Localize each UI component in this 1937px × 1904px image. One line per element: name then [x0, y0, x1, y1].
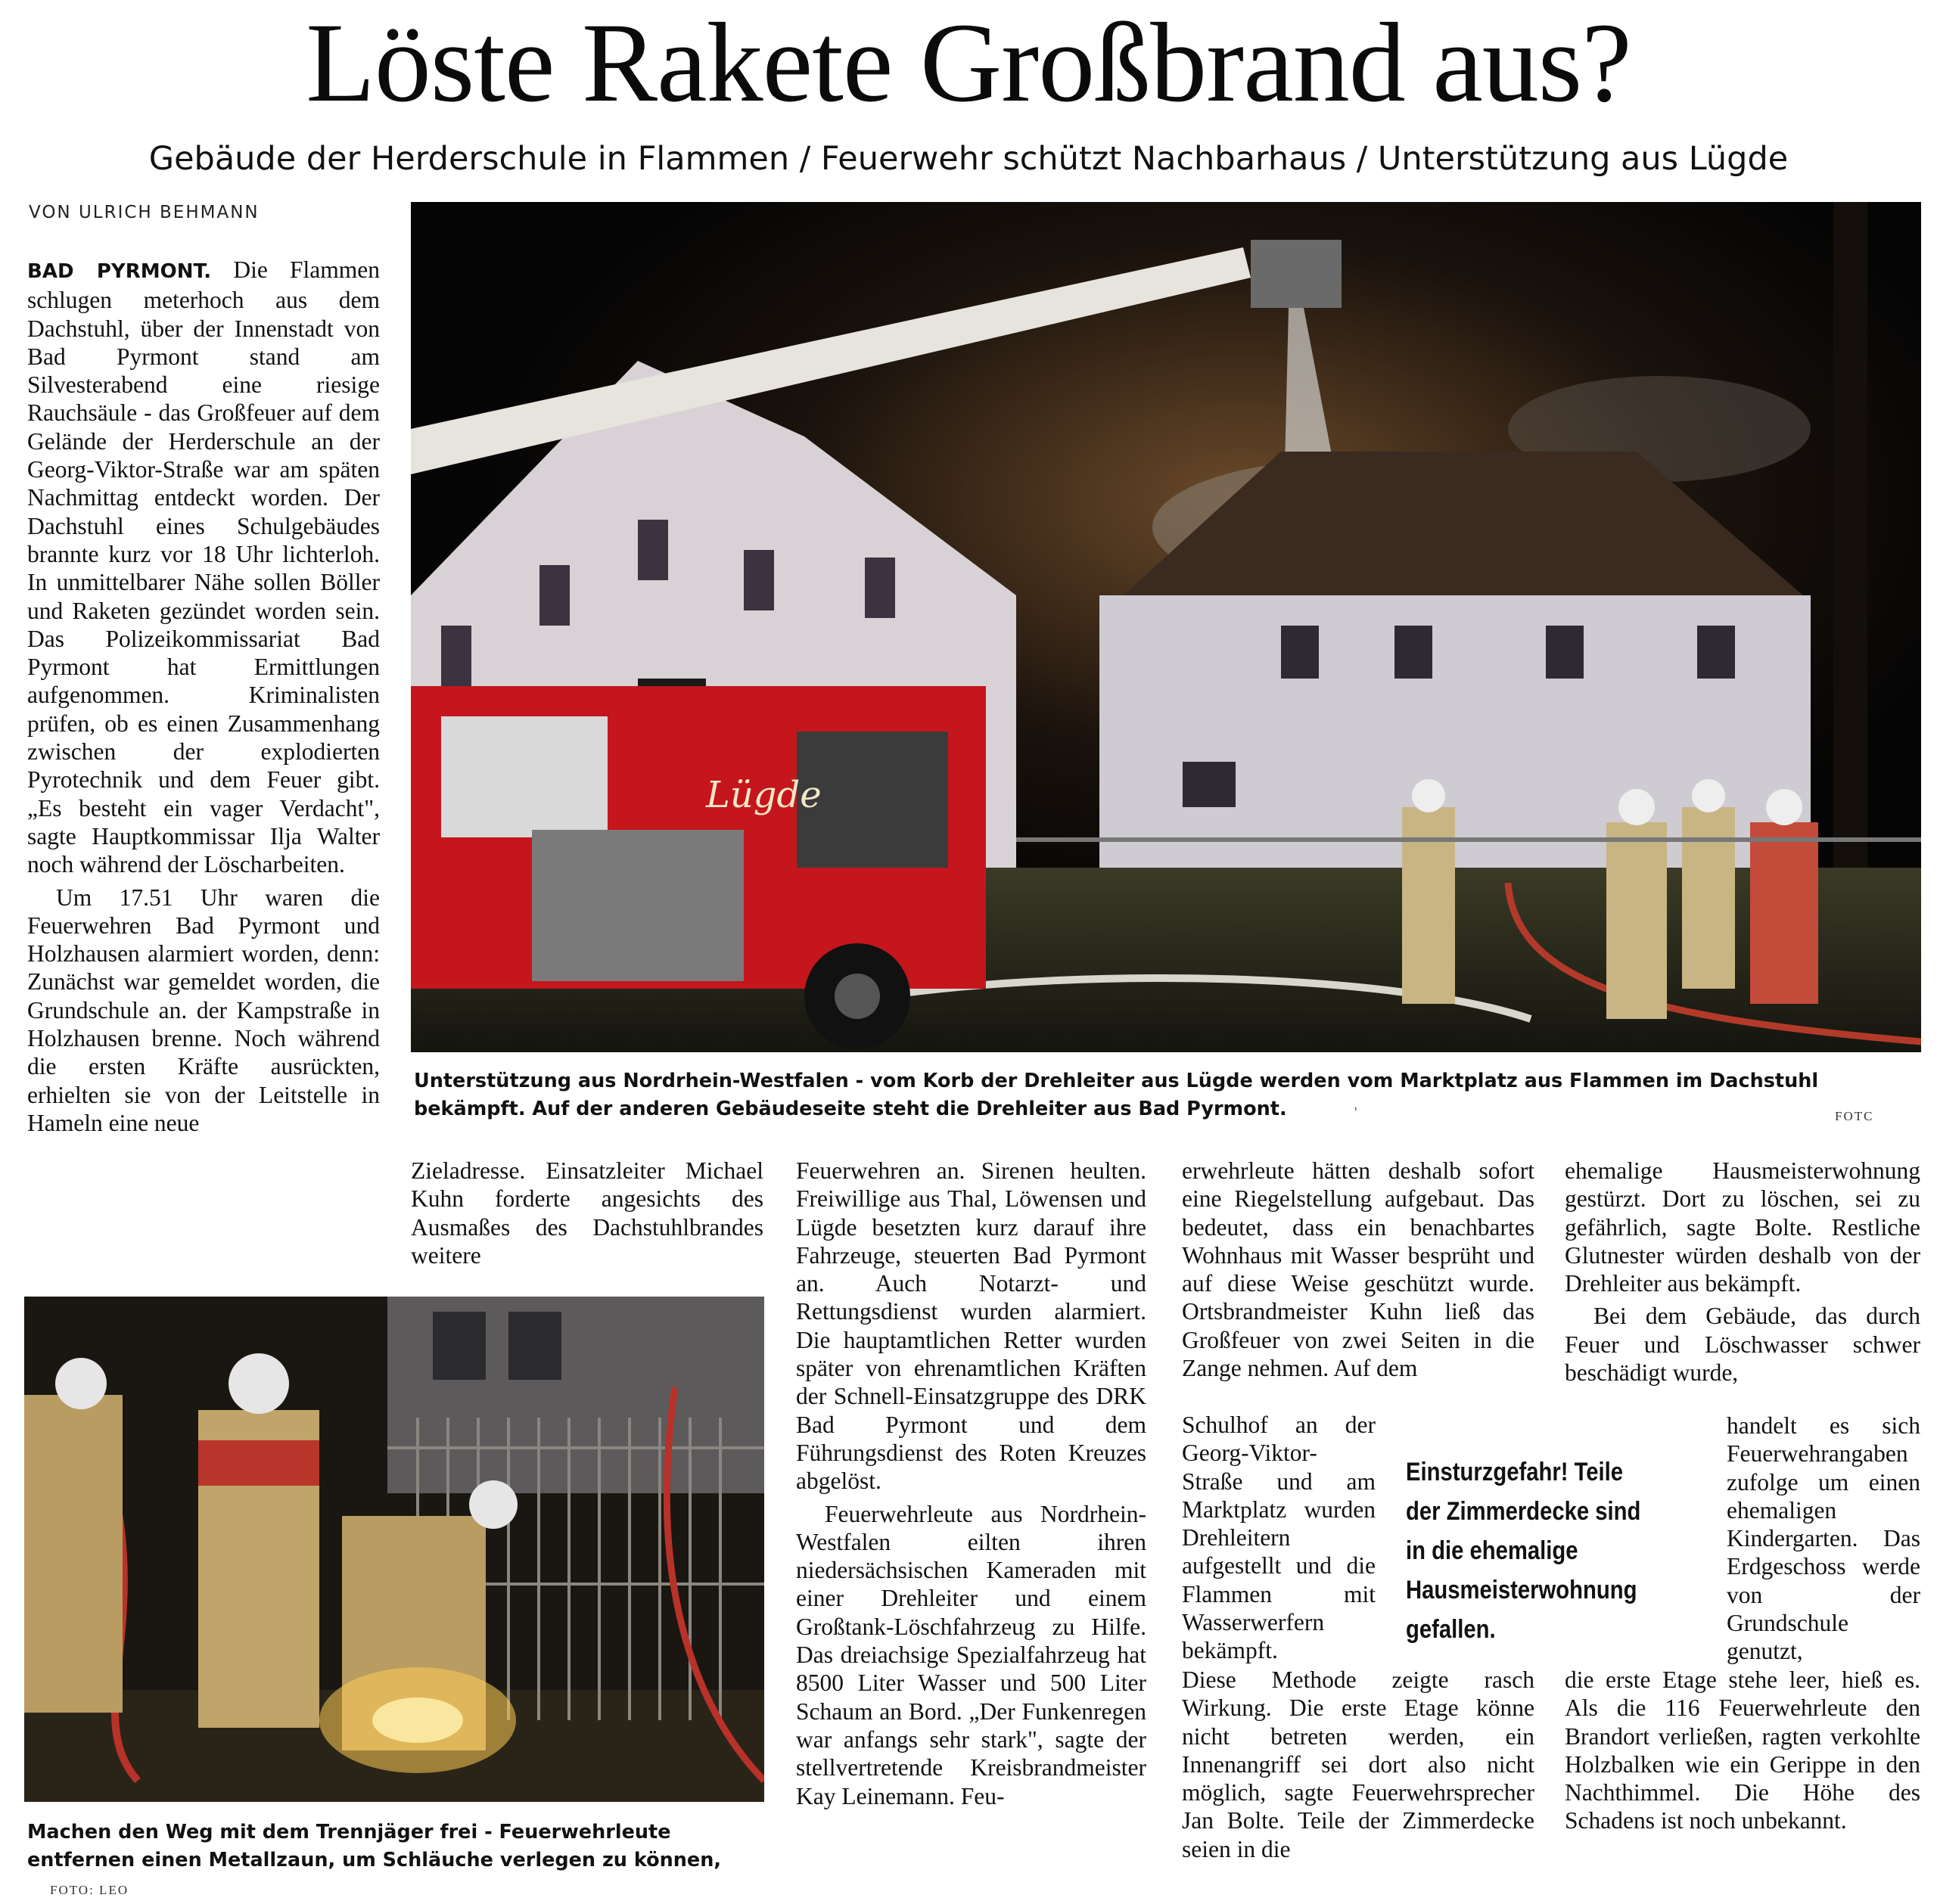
column-2 — [411, 1157, 763, 1269]
pull-quote: Einsturzgefahr! Teile der Zimmerdecke sind in die ehemalige Hausmeisterwohnung gefallen. — [1406, 1458, 1641, 1644]
dateline: BAD PYRMONT. — [27, 260, 212, 283]
paragraph — [27, 256, 380, 879]
paragraph: Feuerwehren an. Sirenen heulten. Freiwillige aus Thal, Löwensen und Lügde besetzten kurz darauf ihre Fahrzeuge, steuerten Bad Pyrmont an. Auch Notarzt- und Rettungsdienst wurden alarmiert. Die hauptamtlichen Retter wurden später von ehrenamtlichen Kräften der Schnell-Einsatzgruppe des DRK Bad Pyrmont und dem Führungsdienst des Roten Kreuzes abgelöst. — [796, 1157, 1146, 1495]
headline: Löste Rakete Großbrand aus? — [306, 0, 1631, 126]
paragraph: Schulhof an der Georg-Viktor-Straße und am Marktplatz wurden Drehleitern aufgestellt und die Flammen mit Wasserwerfern bekämpft. — [1182, 1412, 1376, 1664]
paragraph: Zieladresse. Einsatzleiter Michael Kuhn forderte angesichts des Ausmaßes des Dachstuhlbrandes weitere — [411, 1157, 763, 1269]
subheadline: Gebäude der Herderschule in Flammen / Feuerwehr schützt Nachbarhaus / Unterstützung aus Lügde — [148, 140, 1789, 178]
column-4 — [1182, 1157, 1534, 1382]
second-photo-credit: FOTO: LEO — [50, 1883, 129, 1897]
column-5 — [1565, 1157, 1920, 1387]
paragraph: Diese Methode zeigte rasch Wirkung. Die erste Etage könne nicht betreten werden, ein Innenangriff sei dort also nicht möglich, sagte Feuerwehrsprecher Jan Bolte. Teile der Zimmerdecke seien in die — [1182, 1666, 1534, 1862]
paragraph: handelt es sich Feuerwehrangaben zufolge um einen ehemaligen Kindergarten. Das Erdgeschoss werde von der Grundschule genutzt, — [1727, 1412, 1920, 1665]
column-1 — [27, 256, 380, 1137]
second-photo-caption — [27, 1819, 765, 1904]
column-3 — [796, 1157, 1146, 1810]
truck-label: Lügde — [706, 774, 822, 816]
paragraph: erwehrleute hätten deshalb sofort eine Riegelstellung aufgebaut. Das bedeutet, dass ein benachbartes Wohnhaus mit Wasser besprüht und auf diese Weise geschützt wurde. Ortsbrandmeister Kuhn ließ das Großfeuer von zwei Seiten in die Zange nehmen. Auf dem — [1182, 1157, 1534, 1382]
byline: VON ULRICH BEHMANN — [29, 203, 260, 222]
second-photo-caption-text: Machen den Weg mit dem Trennjäger frei - Feuerwehrleute entfernen einen Metallzaun, um Schläuche verlegen zu können, — [27, 1821, 722, 1871]
column-4-narrow — [1182, 1411, 1376, 1665]
paragraph: Feuerwehrleute aus Nordrhein-Westfalen eilten ihren niedersächsischen Kameraden mit einer Drehleiter und einem Großtank-Löschfahrzeug zu Hilfe. Das dreiachsige Spezialfahrzeug hat 8500 Liter Wasser und 500 Liter Schaum an Bord. „Der Funkenregen war anfangs sehr stark", sagte der stellvertretende Kreisbrandmeister Kay Leinemann. Feu- — [796, 1500, 1146, 1809]
paragraph: Um 17.51 Uhr waren die Feuerwehren Bad Pyrmont und Holzhausen alarmiert worden, denn: Zunächst war gemeldet worden, die Grundschule an. der Kampstraße in Holzhausen brenne. Noch während die ersten Kräfte ausrückten, erhielten sie von der Leitstelle in Hameln eine neue — [27, 884, 380, 1136]
paragraph: Bei dem Gebäude, das durch Feuer und Löschwasser schwer beschädigt wurde, — [1565, 1303, 1920, 1387]
column-5-narrow — [1727, 1412, 1920, 1666]
separator-mark: ' — [1354, 1104, 1357, 1121]
column-5-bottom — [1565, 1666, 1920, 1835]
fire-scene-image — [411, 202, 1921, 1052]
main-photo-credit: FOTC — [1835, 1109, 1874, 1123]
column-4-bottom — [1182, 1666, 1534, 1863]
paragraph: die erste Etage stehe leer, hieß es. Als die 116 Feuerwehrleute den Brandort verließen, ragten verkohlte Holzbalken wie ein Gerippe in den Nachthimmel. Die Höhe des Schadens ist noch unbekannt. — [1565, 1666, 1920, 1834]
second-photo — [24, 1297, 764, 1802]
metal-cutting-image — [24, 1297, 764, 1802]
main-photo-caption: Unterstützung aus Nordrhein-Westfalen - vom Korb der Drehleiter aus Lügde werden vom Marktplatz aus Flammen im Dachstuhl bekämpft. Auf der anderen Gebäudeseite steht die Drehleiter aus Bad Pyrmont. — [414, 1070, 1819, 1120]
paragraph-text: Die Flammen schlugen meterhoch aus dem Dachstuhl, über der Innenstadt von Bad Pyrmont stand am Silvesterabend eine riesige Rauchsäule - das Großfeuer auf dem Gelände der Herderschule an der Georg-Viktor-Straße war am späten Nachmittag entdeckt worden. Der Dachstuhl eines Schulgebäudes brannte kurz vor 18 Uhr lichterloh. In unmittelbarer Nähe sollen Böller und Raketen gezündet worden sein. Das Polizeikommissariat Bad Pyrmont hat Ermittlungen aufgenommen. Kriminalisten prüfen, ob es einen Zusammenhang zwischen der explodierten Pyrotechnik und dem Feuer gibt. „Es besteht ein vager Verdacht", sagte Hauptkommissar Ilja Walter noch während der Löscharbeiten. — [27, 256, 380, 878]
main-photo — [411, 202, 1921, 1052]
paragraph: ehemalige Hausmeisterwohnung gestürzt. Dort zu löschen, sei zu gefährlich, sagte Bolte. Restliche Glutnester würden deshalb von der Drehleiter aus bekämpft. — [1565, 1157, 1920, 1297]
